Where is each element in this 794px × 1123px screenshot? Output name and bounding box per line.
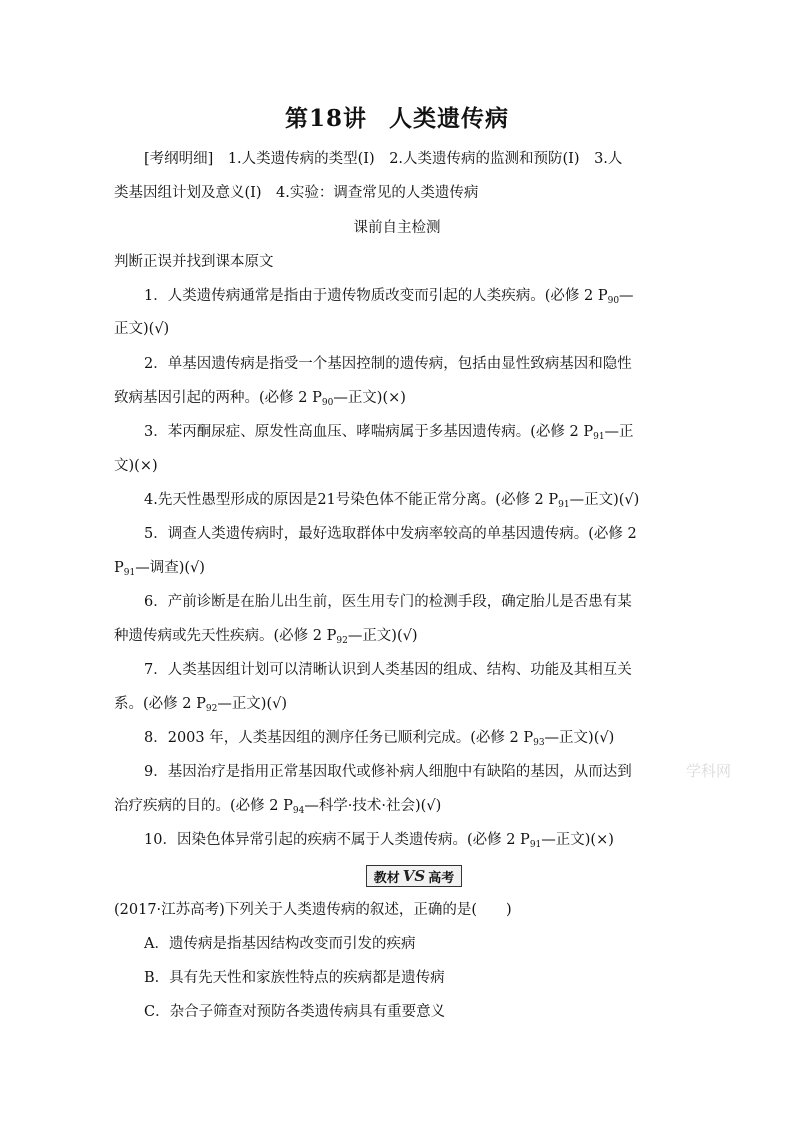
badge-right-label: 高考	[428, 870, 455, 886]
outline-line-1: [考纲明细] 1.人类遗传病的类型(Ⅰ) 2.人类遗传病的监测和预防(Ⅰ) 3.人	[144, 151, 623, 167]
item-6-line-1: 6．产前诊断是在胎儿出生前，医生用专门的检测手段，确定胎儿是否患有某	[144, 594, 632, 610]
badge-left-label: 教材	[373, 870, 400, 886]
page-title	[0, 100, 794, 133]
item-4-line-1: 4.先天性愚型形成的原因是21号染色体不能正常分离。(必修 2 $P_{91}—$正文)(√)	[144, 492, 640, 510]
outline-line-2: 类基因组计划及意义(Ⅰ) 4.实验：调查常见的人类遗传病	[114, 185, 479, 201]
lecture-topic: 人类遗传病	[389, 105, 509, 132]
watermark-text: 学科网	[686, 762, 732, 780]
item-7-line-2: 系。(必修 2 $P_{92}—$正文)(√)	[114, 696, 288, 714]
item-3-line-1: 3．苯丙酮尿症、原发性高血压、哮喘病属于多基因遗传病。(必修 2 $P_{91}—$正	[144, 424, 634, 442]
item-9-line-2: 治疗疾病的目的。(必修 2 $P_{94}—$科学·技术·社会)(√)	[114, 798, 442, 816]
item-6-line-2: 种遗传病或先天性疾病。(必修 2 $P_{92}—$正文)(√)	[114, 628, 418, 646]
lecture-number: 第18讲	[284, 105, 367, 132]
question-option-b: B．具有先天性和家族性特点的疾病都是遗传病	[144, 970, 445, 986]
item-7-line-1: 7．人类基因组计划可以清晰认识到人类基因的组成、结构、功能及其相互关	[144, 662, 632, 678]
question-stem: (2017·江苏高考)下列关于人类遗传病的叙述，正确的是( )	[114, 902, 512, 918]
item-8-line-1: 8．2003 年，人类基因组的测序任务已顺利完成。(必修 2 $P_{93}—$正文)(√)	[144, 730, 615, 748]
question-option-c: C．杂合子筛查对预防各类遗传病具有重要意义	[144, 1004, 446, 1020]
item-5-line-2: $P_{91}—$调查)(√)	[114, 560, 205, 578]
item-5-line-1: 5．调查人类遗传病时，最好选取群体中发病率较高的单基因遗传病。(必修 2	[144, 526, 637, 542]
section-heading: 课前自主检测	[353, 220, 441, 236]
question-option-a: A．遗传病是指基因结构改变而引发的疾病	[144, 936, 416, 952]
instruction-text: 判断正误并找到课本原文	[114, 254, 274, 270]
textbook-vs-exam-badge	[366, 865, 462, 887]
item-2-line-2: 致病基因引起的两种。(必修 2 $P_{90}—$正文)(×)	[114, 390, 406, 408]
badge-vs-label: VS	[402, 867, 426, 885]
item-1-line-2: 正文)(√)	[114, 321, 170, 337]
item-3-line-2: 文)(×)	[114, 458, 158, 474]
item-1-line-1: 1．人类遗传病通常是指由于遗传物质改变而引起的人类疾病。(必修 2 $P_{90}—$	[144, 288, 634, 306]
item-10-line-1: 10．因染色体异常引起的疾病不属于人类遗传病。(必修 2 $P_{91}—$正文)(×)	[144, 832, 614, 850]
item-9-line-1: 9．基因治疗是指用正常基因取代或修补病人细胞中有缺陷的基因，从而达到	[144, 764, 632, 780]
item-2-line-1: 2．单基因遗传病是指受一个基因控制的遗传病，包括由显性致病基因和隐性	[144, 356, 632, 372]
